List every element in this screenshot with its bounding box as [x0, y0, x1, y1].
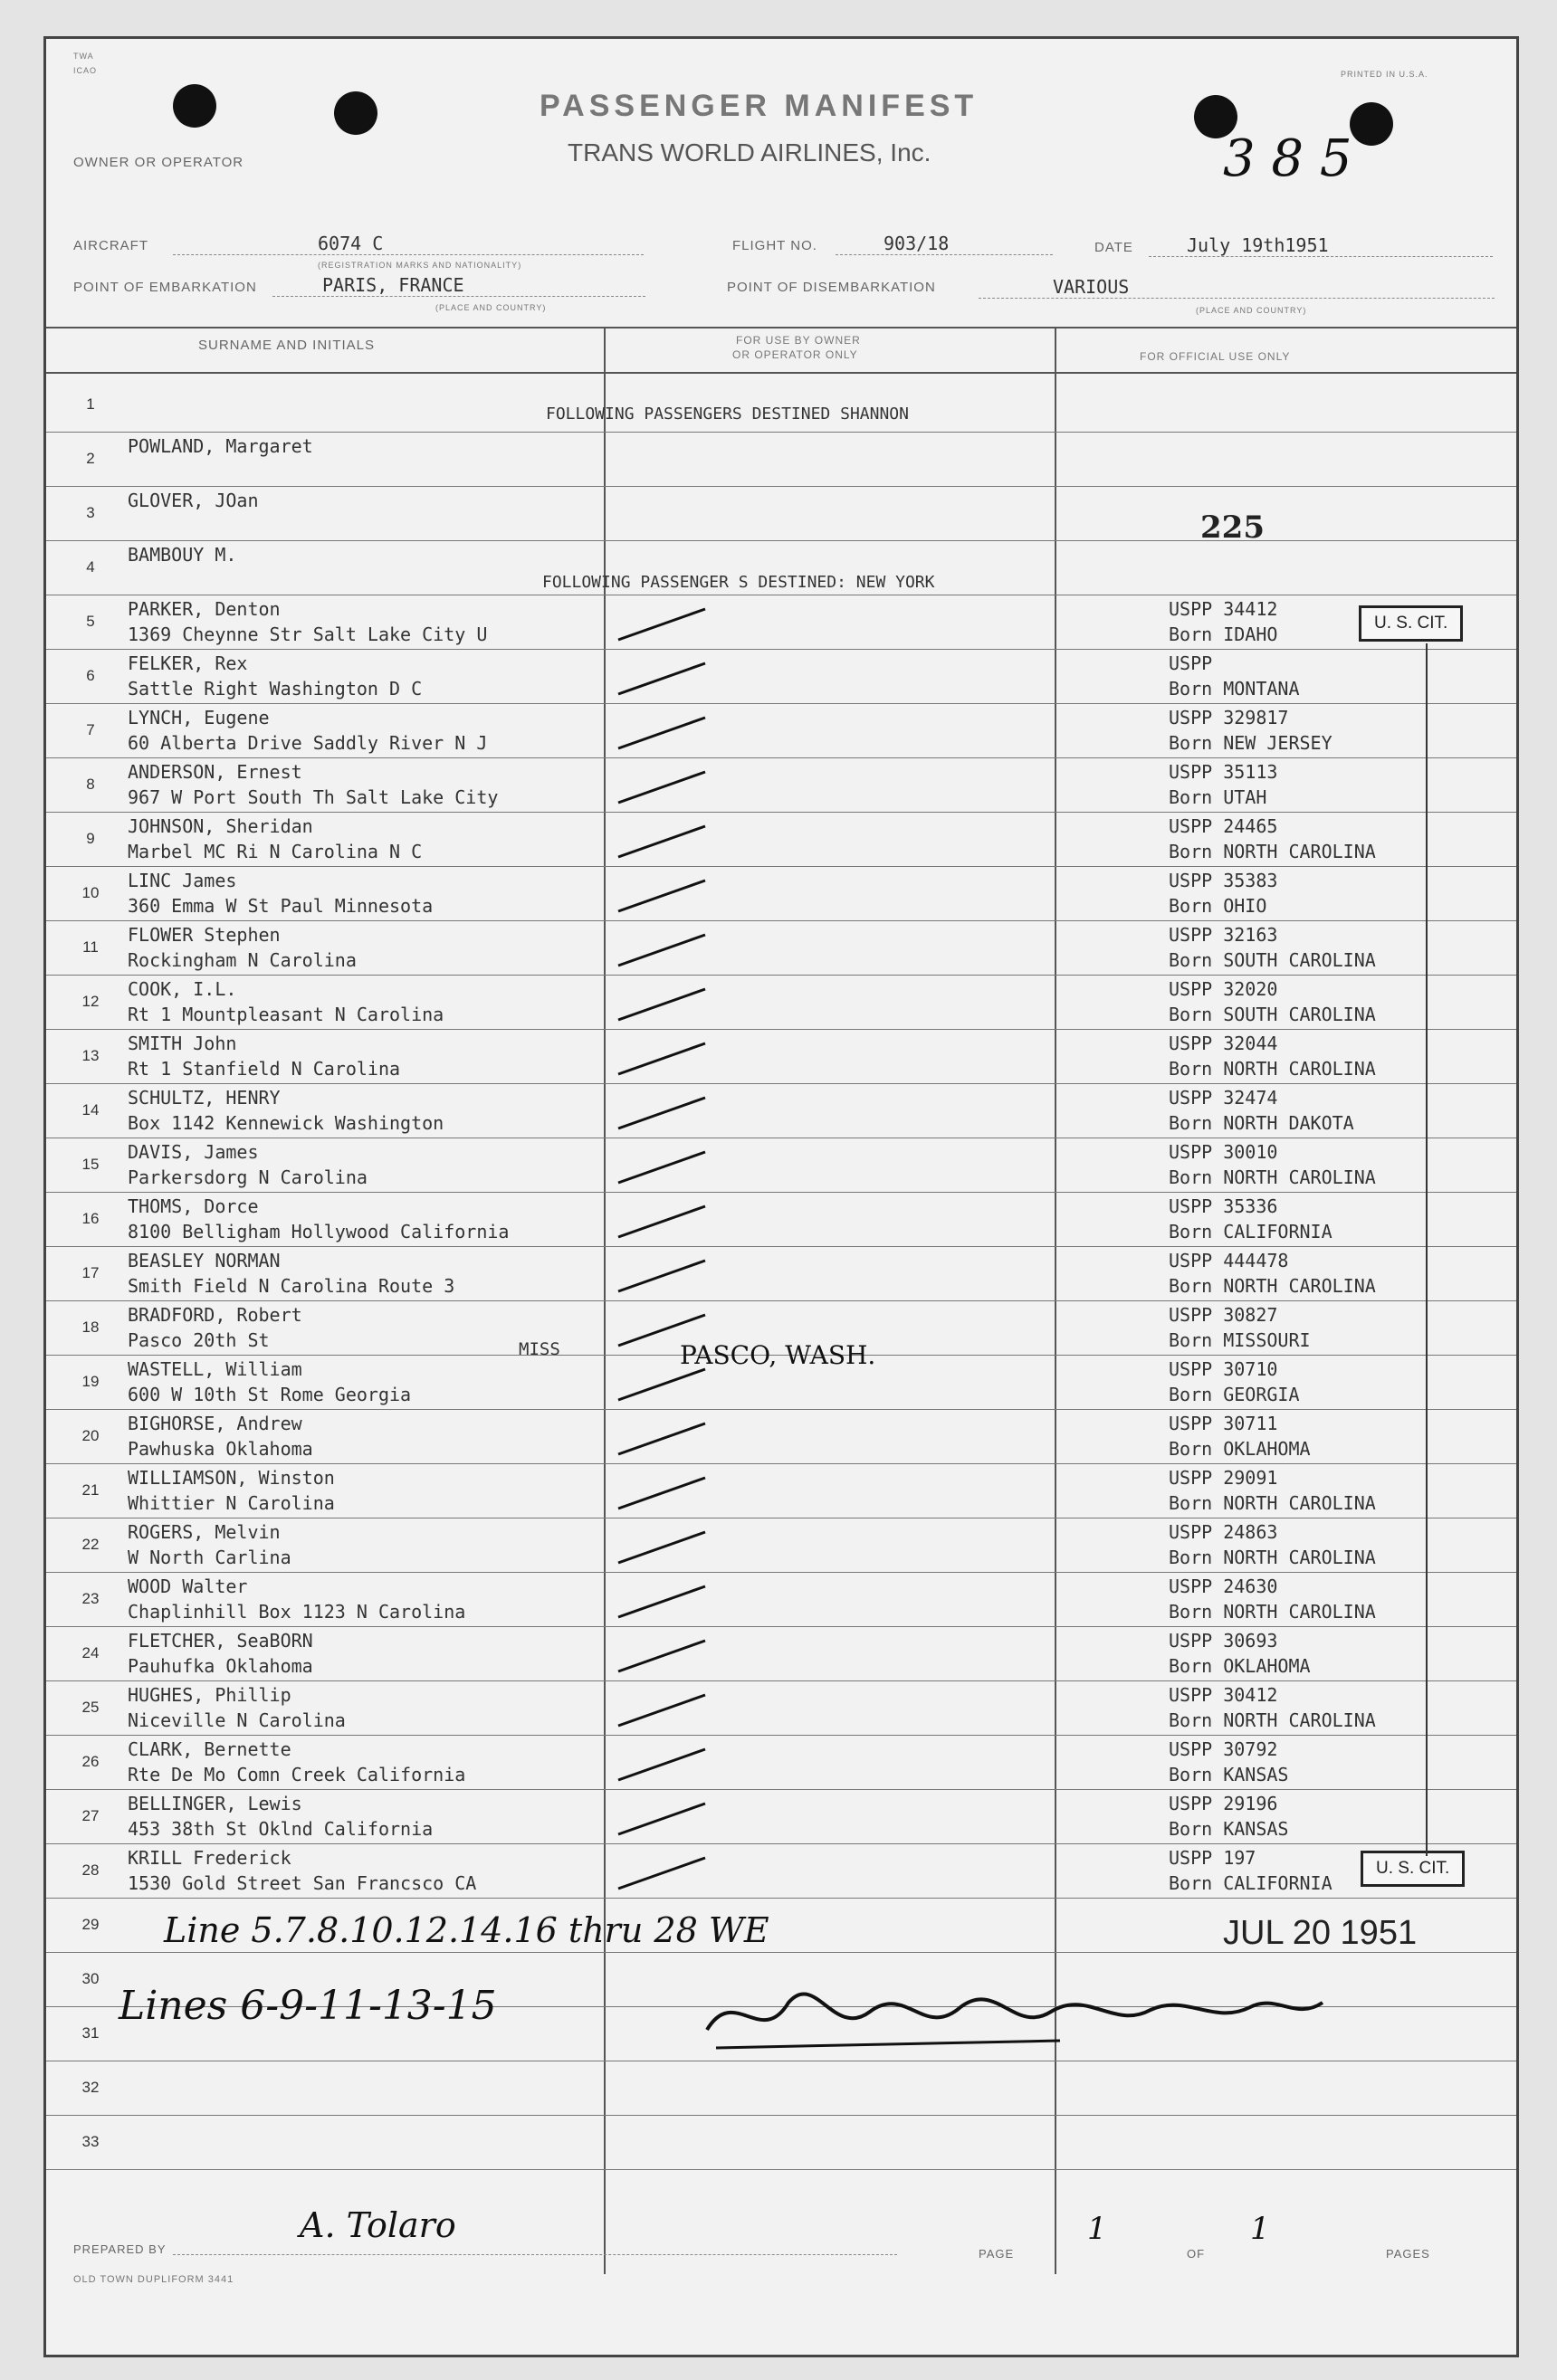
- row-number: 20: [81, 1427, 100, 1444]
- passport-number: USPP 30412: [1169, 1684, 1278, 1706]
- page-label: PAGE: [979, 2247, 1015, 2261]
- check-mark-icon: [615, 1092, 714, 1138]
- birthplace: Born NORTH DAKOTA: [1169, 1112, 1354, 1134]
- passport-number: USPP 30827: [1169, 1304, 1278, 1326]
- row-number: 4: [86, 558, 95, 576]
- birthplace: Born IDAHO: [1169, 624, 1278, 645]
- row-rule: [46, 540, 1516, 541]
- manifest-paper: [43, 36, 1519, 2357]
- passenger-address: Pasco 20th St: [128, 1329, 270, 1351]
- form-number: OLD TOWN DUPLIFORM 3441: [73, 2274, 234, 2285]
- check-mark-icon: [615, 1201, 714, 1246]
- punch-hole-icon: [1350, 102, 1393, 146]
- printed-label: PRINTED IN U.S.A.: [1341, 70, 1428, 79]
- passenger-address: 453 38th St Oklnd California: [128, 1818, 434, 1840]
- passenger-name: WOOD Walter: [128, 1576, 248, 1597]
- birthplace: Born NORTH CAROLINA: [1169, 1601, 1376, 1623]
- col-surname: SURNAME AND INITIALS: [198, 338, 376, 353]
- passenger-name: DAVIS, James: [128, 1141, 259, 1163]
- birthplace: Born GEORGIA: [1169, 1384, 1300, 1405]
- check-mark-icon: [615, 1472, 714, 1518]
- prepared-label: PREPARED BY: [73, 2242, 167, 2256]
- date-stamp: JUL 20 1951: [1223, 1914, 1418, 1952]
- passenger-address: Sattle Right Washington D C: [128, 678, 423, 700]
- birthplace: Born OKLAHOMA: [1169, 1655, 1311, 1677]
- row-number: 7: [86, 721, 95, 738]
- form-id-2: ICAO: [73, 66, 98, 75]
- passenger-name: FLETCHER, SeaBORN: [128, 1630, 313, 1652]
- row-rule: [46, 703, 1516, 704]
- birthplace: Born SOUTH CAROLINA: [1169, 949, 1376, 971]
- row-number: 19: [81, 1373, 100, 1390]
- passenger-name: BAMBOUY M.: [128, 544, 237, 566]
- row-number: 10: [81, 884, 100, 901]
- row-number: 3: [86, 504, 95, 521]
- flight-line: [836, 254, 1053, 255]
- row-number: 16: [81, 1210, 100, 1227]
- passport-number: USPP 35336: [1169, 1195, 1278, 1217]
- row-number: 24: [81, 1644, 100, 1661]
- check-mark-icon: [615, 1744, 714, 1789]
- row-rule: [46, 1626, 1516, 1627]
- passenger-name: POWLAND, Margaret: [128, 435, 313, 457]
- passport-number: USPP 24630: [1169, 1576, 1278, 1597]
- pasco-handwritten: PASCO, WASH.: [680, 1340, 876, 1370]
- passport-number: USPP 29091: [1169, 1467, 1278, 1489]
- row-number: 22: [81, 1536, 100, 1553]
- passenger-name: LYNCH, Eugene: [128, 707, 270, 728]
- passport-number: USPP: [1169, 652, 1213, 674]
- date-value: July 19th1951: [1187, 234, 1329, 256]
- passport-number: USPP 24863: [1169, 1521, 1278, 1543]
- row-number: 8: [86, 776, 95, 793]
- passenger-name: KRILL Frederick: [128, 1847, 291, 1869]
- passenger-address: 60 Alberta Drive Saddly River N J: [128, 732, 488, 754]
- check-mark-icon: [615, 658, 714, 703]
- col-operator-2: OR OPERATOR ONLY: [732, 348, 858, 361]
- check-mark-icon: [615, 984, 714, 1029]
- row-rule: [46, 920, 1516, 921]
- passenger-address: Marbel MC Ri N Carolina N C: [128, 841, 423, 862]
- passport-number: USPP 197: [1169, 1847, 1256, 1869]
- passenger-name: FLOWER Stephen: [128, 924, 281, 946]
- pages-label: PAGES: [1386, 2247, 1430, 2261]
- check-mark-icon: [615, 875, 714, 920]
- official-bracket-line: [1426, 643, 1428, 1856]
- row-rule: [46, 1463, 1516, 1464]
- lines-note-1: Line 5.7.8.10.12.14.16 thru 28 WE: [164, 1910, 769, 1950]
- birthplace: Born NORTH CAROLINA: [1169, 1547, 1376, 1568]
- passport-number: USPP 30010: [1169, 1141, 1278, 1163]
- birthplace: Born NORTH CAROLINA: [1169, 841, 1376, 862]
- birthplace: Born NORTH CAROLINA: [1169, 1166, 1376, 1188]
- passenger-name: WILLIAMSON, Winston: [128, 1467, 335, 1489]
- check-mark-icon: [615, 1255, 714, 1300]
- row-number: 12: [81, 993, 100, 1010]
- passenger-name: CLARK, Bernette: [128, 1738, 291, 1760]
- passenger-name: PARKER, Denton: [128, 598, 281, 620]
- aircraft-label: AIRCRAFT: [73, 238, 148, 253]
- row-number: 6: [86, 667, 95, 684]
- aircraft-sub: (REGISTRATION MARKS AND NATIONALITY): [318, 261, 522, 270]
- birthplace: Born UTAH: [1169, 786, 1267, 808]
- row-number: 1: [86, 395, 95, 413]
- row-number: 30: [81, 1970, 100, 1987]
- row-rule: [46, 1246, 1516, 1247]
- check-mark-icon: [615, 1581, 714, 1626]
- check-mark-icon: [615, 766, 714, 812]
- passenger-address: 967 W Port South Th Salt Lake City: [128, 786, 499, 808]
- check-mark-icon: [615, 821, 714, 866]
- passenger-name: BEASLEY NORMAN: [128, 1250, 281, 1271]
- passenger-name: WASTELL, William: [128, 1358, 302, 1380]
- airline-name: TRANS WORLD AIRLINES, Inc.: [568, 138, 931, 167]
- row-number: 18: [81, 1319, 100, 1336]
- flight-value: 903/18: [884, 233, 950, 254]
- passenger-name: COOK, I.L.: [128, 978, 237, 1000]
- row-number: 13: [81, 1047, 100, 1064]
- passenger-address: W North Carlina: [128, 1547, 291, 1568]
- birthplace: Born OHIO: [1169, 895, 1267, 917]
- embark-value: PARIS, FRANCE: [322, 274, 464, 296]
- row-number: 11: [82, 938, 99, 956]
- date-label: DATE: [1094, 240, 1133, 255]
- row-rule: [46, 1572, 1516, 1573]
- birthplace: Born KANSAS: [1169, 1764, 1289, 1785]
- birthplace: Born NEW JERSEY: [1169, 732, 1333, 754]
- row-number: 23: [81, 1590, 100, 1607]
- date-line: [1149, 256, 1493, 257]
- birthplace: Born CALIFORNIA: [1169, 1221, 1333, 1242]
- embark-line: [272, 296, 645, 297]
- punch-hole-icon: [334, 91, 377, 135]
- passenger-count: 225: [1200, 509, 1265, 546]
- passport-number: USPP 29196: [1169, 1793, 1278, 1814]
- row-number: 17: [81, 1264, 100, 1281]
- passport-number: USPP 30693: [1169, 1630, 1278, 1652]
- check-mark-icon: [615, 1147, 714, 1192]
- passport-number: USPP 444478: [1169, 1250, 1289, 1271]
- passport-number: USPP 24465: [1169, 815, 1278, 837]
- birthplace: Born MONTANA: [1169, 678, 1300, 700]
- check-mark-icon: [615, 929, 714, 975]
- passport-number: USPP 34412: [1169, 598, 1278, 620]
- check-mark-icon: [615, 1038, 714, 1083]
- check-mark-icon: [615, 604, 714, 649]
- disembark-sub: (PLACE AND COUNTRY): [1196, 306, 1307, 315]
- passenger-address: Chaplinhill Box 1123 N Carolina: [128, 1601, 466, 1623]
- check-mark-icon: [615, 1364, 714, 1409]
- column-divider: [604, 328, 606, 2274]
- destined-newyork-note: FOLLOWING PASSENGER S DESTINED: NEW YORK: [542, 573, 935, 592]
- col-operator-1: FOR USE BY OWNER: [736, 334, 861, 347]
- passenger-address: Rt 1 Mountpleasant N Carolina: [128, 1004, 444, 1025]
- row-number: 2: [86, 450, 95, 467]
- passenger-address: Parkersdorg N Carolina: [128, 1166, 368, 1188]
- check-mark-icon: [615, 712, 714, 757]
- passenger-name: BRADFORD, Robert: [128, 1304, 302, 1326]
- row-rule: [46, 1300, 1516, 1301]
- disembark-line: [979, 298, 1495, 299]
- form-title: PASSENGER MANIFEST: [540, 89, 979, 123]
- column-header-bottom-rule: [46, 372, 1516, 374]
- check-mark-icon: [615, 1852, 714, 1898]
- birthplace: Born NORTH CAROLINA: [1169, 1492, 1376, 1514]
- passenger-address: 1369 Cheynne Str Salt Lake City U: [128, 624, 488, 645]
- passenger-name: THOMS, Dorce: [128, 1195, 259, 1217]
- passport-number: USPP 32474: [1169, 1087, 1278, 1109]
- birthplace: Born NORTH CAROLINA: [1169, 1709, 1376, 1731]
- passenger-address: Smith Field N Carolina Route 3: [128, 1275, 455, 1297]
- handwritten-number: 3 8 5: [1223, 129, 1352, 188]
- passenger-address: Rockingham N Carolina: [128, 949, 357, 971]
- row-rule: [46, 1735, 1516, 1736]
- aircraft-line: [173, 254, 644, 255]
- passenger-address: Pauhufka Oklahoma: [128, 1655, 313, 1677]
- passenger-address: Pawhuska Oklahoma: [128, 1438, 313, 1460]
- flight-label: FLIGHT NO.: [732, 238, 817, 253]
- row-rule: [46, 1409, 1516, 1410]
- passport-number: USPP 329817: [1169, 707, 1289, 728]
- row-rule: [46, 812, 1516, 813]
- prepared-signature: A. Tolaro: [300, 2205, 456, 2245]
- owner-label: OWNER OR OPERATOR: [73, 155, 244, 170]
- row-number: 14: [81, 1101, 100, 1119]
- row-rule: [46, 866, 1516, 867]
- passenger-name: JOHNSON, Sheridan: [128, 815, 313, 837]
- passenger-address: Niceville N Carolina: [128, 1709, 346, 1731]
- row-number: 15: [81, 1156, 100, 1173]
- row-number: 33: [81, 2133, 100, 2150]
- row-rule: [46, 1192, 1516, 1193]
- row-number: 32: [81, 2079, 100, 2096]
- embark-label: POINT OF EMBARKATION: [73, 280, 257, 295]
- row-rule: [46, 1680, 1516, 1681]
- passenger-name: GLOVER, JOan: [128, 490, 259, 511]
- check-mark-icon: [615, 1798, 714, 1843]
- passport-number: USPP 35113: [1169, 761, 1278, 783]
- passenger-address: Rte De Mo Comn Creek California: [128, 1764, 466, 1785]
- passenger-name: SMITH John: [128, 1033, 237, 1054]
- birthplace: Born MISSOURI: [1169, 1329, 1311, 1351]
- embark-sub: (PLACE AND COUNTRY): [435, 303, 547, 312]
- check-mark-icon: [615, 1418, 714, 1463]
- passenger-name: FELKER, Rex: [128, 652, 248, 674]
- miss-typed: MISS: [519, 1339, 560, 1359]
- passenger-address: Rt 1 Stanfield N Carolina: [128, 1058, 401, 1080]
- check-mark-icon: [615, 1527, 714, 1572]
- prepared-line: [173, 2254, 897, 2255]
- passport-number: USPP 32044: [1169, 1033, 1278, 1054]
- row-rule: [46, 1789, 1516, 1790]
- of-value: 1: [1250, 2211, 1270, 2247]
- destined-shannon-note: FOLLOWING PASSENGERS DESTINED SHANNON: [546, 405, 909, 424]
- passenger-name: HUGHES, Phillip: [128, 1684, 291, 1706]
- check-mark-icon: [615, 1635, 714, 1680]
- us-citizen-stamp-bottom: U. S. CIT.: [1361, 1851, 1465, 1887]
- passport-number: USPP 35383: [1169, 870, 1278, 891]
- row-rule: [46, 432, 1516, 433]
- passport-number: USPP 32163: [1169, 924, 1278, 946]
- row-rule: [46, 2115, 1516, 2116]
- row-rule: [46, 757, 1516, 758]
- row-number: 25: [81, 1699, 100, 1716]
- passenger-name: BIGHORSE, Andrew: [128, 1413, 302, 1434]
- row-rule: [46, 1843, 1516, 1844]
- col-official: FOR OFFICIAL USE ONLY: [1140, 350, 1291, 363]
- passport-number: USPP 32020: [1169, 978, 1278, 1000]
- passenger-name: SCHULTZ, HENRY: [128, 1087, 281, 1109]
- row-rule: [46, 486, 1516, 487]
- birthplace: Born NORTH CAROLINA: [1169, 1275, 1376, 1297]
- birthplace: Born NORTH CAROLINA: [1169, 1058, 1376, 1080]
- passport-number: USPP 30710: [1169, 1358, 1278, 1380]
- row-number: 9: [86, 830, 95, 847]
- us-citizen-stamp-top: U. S. CIT.: [1359, 605, 1463, 642]
- passenger-address: 360 Emma W St Paul Minnesota: [128, 895, 434, 917]
- row-rule: [46, 1029, 1516, 1030]
- passenger-address: Whittier N Carolina: [128, 1492, 335, 1514]
- lines-note-2: Lines 6-9-11-13-15: [119, 1983, 497, 2029]
- row-number: 26: [81, 1753, 100, 1770]
- passenger-name: BELLINGER, Lewis: [128, 1793, 302, 1814]
- passport-number: USPP 30792: [1169, 1738, 1278, 1760]
- passport-number: USPP 30711: [1169, 1413, 1278, 1434]
- row-number: 21: [81, 1481, 100, 1499]
- birthplace: Born CALIFORNIA: [1169, 1872, 1333, 1894]
- punch-hole-icon: [173, 84, 216, 128]
- passenger-address: Box 1142 Kennewick Washington: [128, 1112, 444, 1134]
- passenger-address: 8100 Belligham Hollywood California: [128, 1221, 510, 1242]
- check-mark-icon: [615, 1690, 714, 1735]
- row-rule: [46, 2169, 1516, 2170]
- row-rule: [46, 975, 1516, 976]
- birthplace: Born SOUTH CAROLINA: [1169, 1004, 1376, 1025]
- form-id-1: TWA: [73, 52, 94, 61]
- birthplace: Born KANSAS: [1169, 1818, 1289, 1840]
- column-header-top-rule: [46, 327, 1516, 328]
- of-label: OF: [1187, 2247, 1206, 2261]
- birthplace: Born OKLAHOMA: [1169, 1438, 1311, 1460]
- row-number: 31: [81, 2024, 100, 2042]
- passenger-name: LINC James: [128, 870, 237, 891]
- row-rule: [46, 1898, 1516, 1899]
- row-number: 29: [81, 1916, 100, 1933]
- signature-scrawl: [698, 1975, 1332, 2057]
- disembark-value: VARIOUS: [1053, 276, 1130, 298]
- row-number: 5: [86, 613, 95, 630]
- disembark-label: POINT OF DISEMBARKATION: [727, 280, 936, 295]
- aircraft-value: 6074 C: [318, 233, 384, 254]
- passenger-name: ANDERSON, Ernest: [128, 761, 302, 783]
- row-rule: [46, 1083, 1516, 1084]
- passenger-address: 600 W 10th St Rome Georgia: [128, 1384, 412, 1405]
- row-number: 27: [81, 1807, 100, 1824]
- page-value: 1: [1087, 2211, 1107, 2247]
- row-number: 28: [81, 1861, 100, 1879]
- passenger-name: ROGERS, Melvin: [128, 1521, 281, 1543]
- row-rule: [46, 649, 1516, 650]
- passenger-address: 1530 Gold Street San Francsco CA: [128, 1872, 477, 1894]
